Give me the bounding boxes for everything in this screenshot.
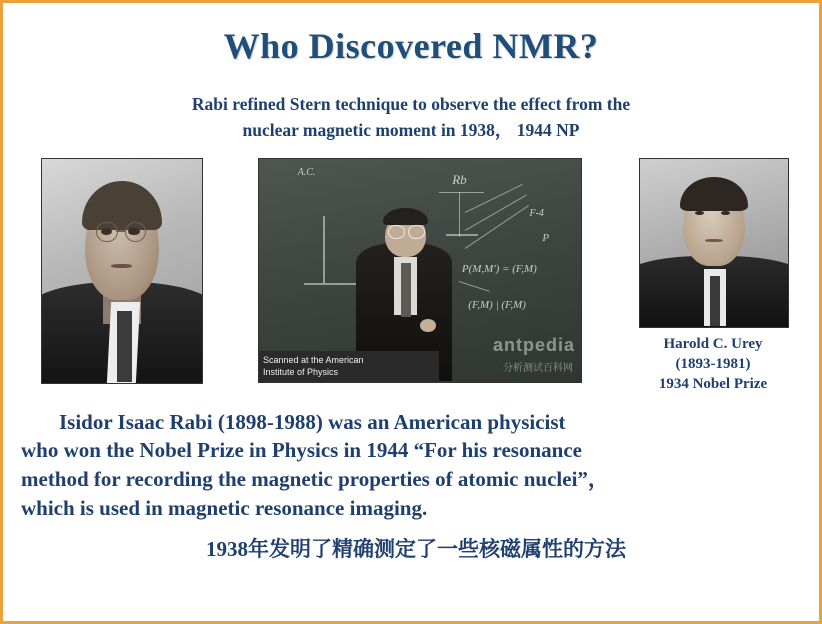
urey-caption-dates: (1893-1981) xyxy=(675,355,751,372)
board-stroke xyxy=(323,216,324,283)
board-note-ac: A.C. xyxy=(297,167,316,179)
subtitle-line-2: nuclear magnetic moment in 1938， 1944 NP xyxy=(242,120,580,141)
urey-caption-prize: 1934 Nobel Prize xyxy=(658,376,768,392)
subtitle xyxy=(3,91,819,144)
photo-credit-caption xyxy=(259,351,439,381)
urey-caption-name: Harold C. Urey xyxy=(663,335,763,352)
body-paragraph xyxy=(21,408,801,524)
eyeglasses-bridge-icon xyxy=(116,230,126,232)
board-stroke xyxy=(446,234,478,236)
photo-row xyxy=(3,158,819,398)
lecturer-eyeglasses-right-icon xyxy=(408,225,425,238)
portrait-eye-right xyxy=(128,228,139,235)
chinese-summary: 1938年发明了精确测定了一些核磁属性的方法 xyxy=(206,537,626,562)
urey-tie xyxy=(710,276,720,326)
urey-eye-right xyxy=(721,211,730,215)
body-line-2: who won the Nobel Prize in Physics in 1944 “For his resonance xyxy=(21,438,582,463)
lecturer-tie xyxy=(401,263,411,317)
page-title: Who Discovered NMR? xyxy=(223,26,599,66)
body-line-3: method for recording the magnetic properties of atomic nuclei”， xyxy=(21,467,609,492)
body-line-1 xyxy=(21,408,801,437)
urey-eye-left xyxy=(695,211,704,215)
photo-credit-line-1: Scanned at the American xyxy=(263,355,364,366)
board-note-p: P xyxy=(542,232,550,245)
body-line-1-text: Isidor Isaac Rabi (1898-1988) was an American physicist xyxy=(59,409,566,434)
board-stroke xyxy=(459,192,461,237)
board-stroke xyxy=(439,192,484,194)
board-note-rb: Rb xyxy=(452,171,467,187)
body-line-4: which is used in magnetic resonance imaging. xyxy=(21,496,428,521)
photo-rabi-portrait xyxy=(41,158,203,384)
watermark-antpedia: antpedia xyxy=(492,334,575,355)
urey-caption xyxy=(613,334,813,395)
portrait-tie xyxy=(117,311,131,383)
photo-blackboard-lecture xyxy=(258,158,582,383)
urey-mouth xyxy=(705,239,723,242)
portrait-mouth xyxy=(111,264,132,268)
board-stroke xyxy=(304,283,356,284)
board-note-formula-1: P(M,M') = (F,M) xyxy=(461,263,537,276)
board-note-formula-2: (F,M) | (F,M) xyxy=(468,298,526,311)
photo-urey-portrait xyxy=(639,158,789,328)
photo-credit-line-2: Institute of Physics xyxy=(263,367,339,378)
watermark-chinese: 分析测试百科网 xyxy=(503,362,573,374)
board-note-f4: F-4 xyxy=(529,207,544,219)
lecturer-eyeglasses-left-icon xyxy=(388,225,405,238)
subtitle-line-1: Rabi refined Stern technique to observe the effect from the xyxy=(191,94,631,114)
